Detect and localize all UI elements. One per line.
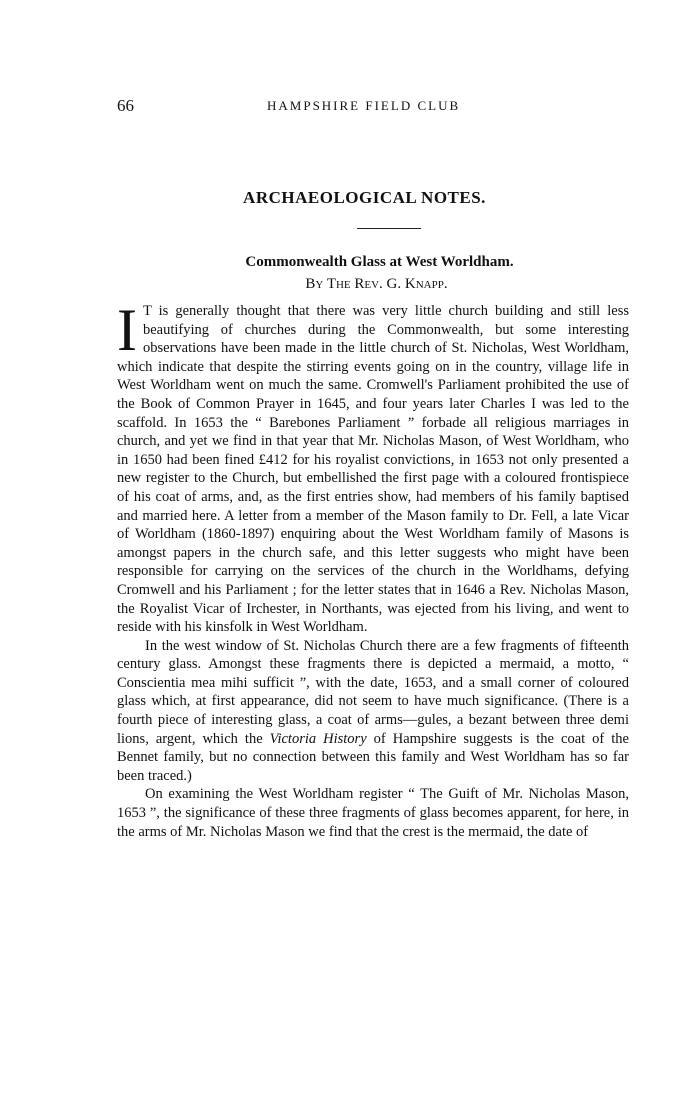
section-title: ARCHAEOLOGICAL NOTES. <box>243 188 486 207</box>
article-title: Commonwealth Glass at West Worldham. <box>245 254 514 270</box>
paragraph-2-italic: Victoria History <box>269 730 367 747</box>
drop-cap: I <box>117 297 137 363</box>
running-head: HAMPSHIRE FIELD CLUB <box>267 98 461 113</box>
paragraph-3-text: On examining the West Worldham register “ The Guift of Mr. Nicholas Mason, 1653 ”, the significance of these three fragments of glass becomes apparent, for here, in the arms of Mr. Nicholas Mason we find that the crest is the mermaid, the date of <box>117 786 629 840</box>
paragraph-2 <box>117 637 629 786</box>
paragraph-3 <box>117 785 629 841</box>
article-body <box>117 297 629 841</box>
page-header <box>117 96 637 120</box>
article-byline: By The Rev. G. Knapp. <box>305 276 448 292</box>
paragraph-2-text-b: of Hampshire suggests is the coat of the Bennet family, but no connection between this family and West Worldham has so far been traced.) <box>117 730 629 784</box>
title-divider <box>357 228 421 229</box>
paragraph-2-text-a: In the west window of St. Nicholas Church there are a few fragments of fifteenth century glass. Amongst these fragments there is depicted a mermaid, a motto, “ Conscientia mea mihi sufficit ”, with the date, 1653, and a small corner of coloured glass which, at first appearance, did not seem to have much significance. (There is a fourth piece of interesting glass, a coat of arms—gules, a bezant between three demi lions, argent, which the <box>117 637 629 747</box>
paragraph-1 <box>117 297 629 637</box>
paragraph-1-text: T is generally thought that there was very little church building and still less beautifying of churches during the Commonwealth, but some interesting observations have been made in the little church of St. Nicholas, West Worldham, which indicate that despite the stirring events going on in the country, village life in West Worldham went on much the same. Cromwell's Parliament prohibited the use of the Book of Common Prayer in 1645, and four years later Charles I was led to the scaffold. In 1653 the “ Barebones Parliament ” forbade all religious marriages in church, and yet we find in that year that Mr. Nicholas Mason, of West Worldham, who in 1650 had been fined £412 for his royalist convictions, in 1653 not only presented a new register to the Church, but embellished the first page with a coloured frontispiece of his coat of arms, and, as the first entries show, had members of his family baptised and married here. A letter from a member of the Mason family to Dr. Fell, a late Vicar of Worldham (1860-1897) enquiring about the West Worldham family of Masons is amongst papers in the church safe, and this letter suggests who might have been responsible for carrying on the services of the church in the Worldhams, defying Cromwell and his Parliament ; for the letter states that in 1646 a Rev. Nicholas Mason, the Royalist Vicar of Irchester, in Northants, was ejected from his living, and went to reside with his kinsfolk in West Worldham. <box>117 303 629 636</box>
page-number: 66 <box>117 96 134 115</box>
